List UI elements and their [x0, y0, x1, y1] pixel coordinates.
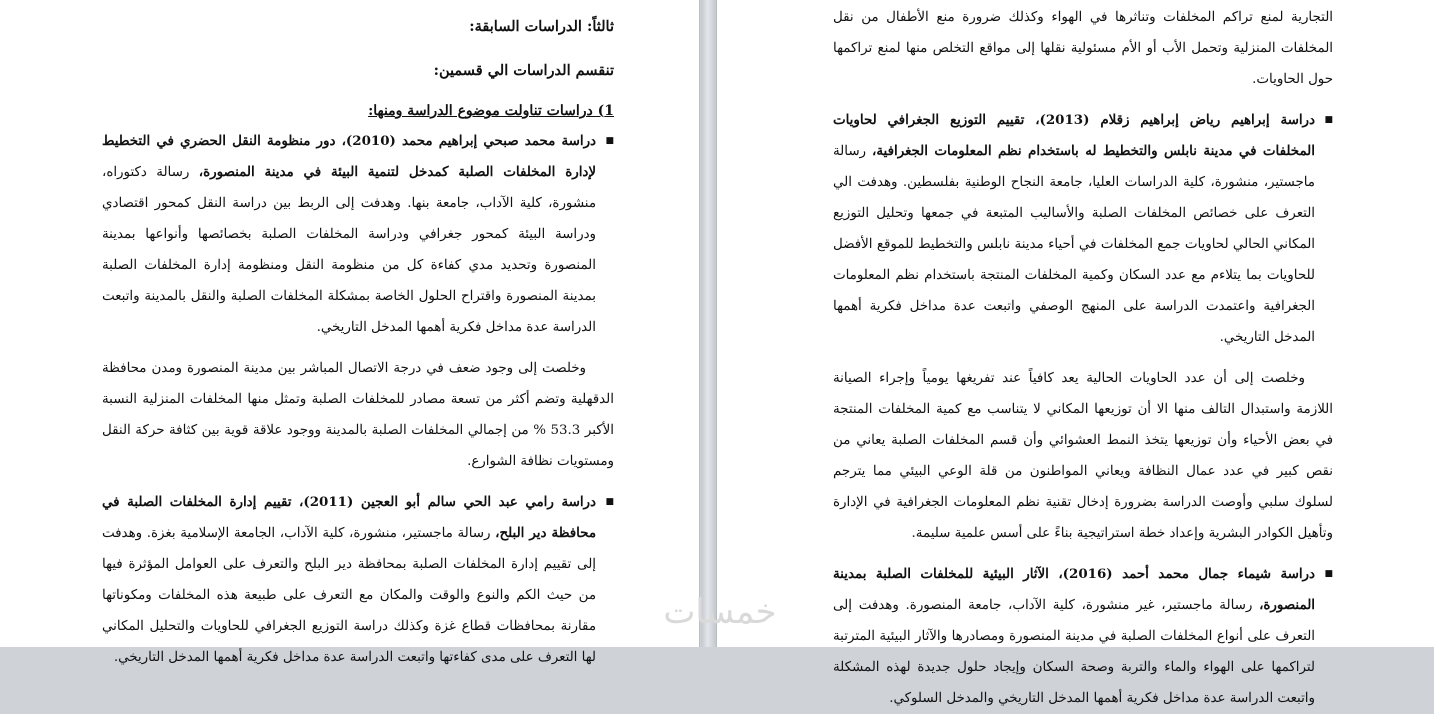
study-3-summary: رسالة ماجستير، منشورة، كلية الدراسات العليا، جامعة النجاح الوطنية بفلسطين. وهدفت الي التعرف على خصائص المخلفات الصلبة والأساليب المتبعة في جمعها وتحليل التوزيع المكاني الحالي لحاويات جمع المخلفات في أحياء مدينة نابلس والتخطيط للموقع الأفضل للحاويات بما يتلاءم مع عدد السكان وكمية المخلفات المنتجة باستخدام نظم المعلومات الجغرافية واعتمدت الدراسة على المنهج الوصفي واتبعت عدة مداخل فكرية أهمها المدخل التاريخي. — [833, 144, 1315, 345]
study-1-findings: وخلصت إلى وجود ضعف في درجة الاتصال المباشر بين مدينة المنصورة ومدن محافظة الدقهلية وتضم أكثر من تسعة مصادر للمخلفات الصلبة وتمثل منها المخلفات المنزلية النسبة الأكبر 53.3 % من إجمالي المخلفات الصلبة بالمدينة ووجود علاقة قوية بين كثافة حركة النقل ومستويات نظافة الشوارع. — [102, 361, 615, 469]
section-heading: ثالثاً: الدراسات السابقة: — [469, 18, 614, 35]
study-item-2 — [102, 487, 614, 673]
watermark-logo: خمسات — [663, 592, 777, 632]
study-4-summary: رسالة ماجستير، غير منشورة، كلية الآداب، جامعة المنصورة. وهدفت إلى التعرف على أنواع المخلفات الصلبة في مدينة المنصورة ومصادرها والآثار البيئية المترتبة لتراكمها على الهواء والماء والتربة وصحة السكان وإيجاد حلول جديدة لهذه المشكلة واتبعت الدراسة عدة مداخل فكرية أهمها المدخل التاريخي والمدخل السلوكي. — [833, 598, 1315, 706]
subsection-heading: 1) دراسات تناولت موضوع الدراسة ومنها: — [368, 103, 614, 119]
study-3-findings: وخلصت إلى أن عدد الحاويات الحالية يعد كافياً عند تفريغها يومياً وإجراء الصيانة اللازمة واستبدال التالف منها الا أن توزيعها المكاني لا يتناسب مع كمية المخلفات المنتجة في بعض الأحياء وأن توزيعها يتخذ النمط العشوائي وأن قسم المخلفات الصلبة يعاني من نقص كبير في عدد عمال النظافة ويعاني المواطنون من قلة الوعي البيئي مما يترجم لسلوك سلبي وأوصت الدراسة بضرورة إدخال تقنية نظم المعلومات الجغرافية في الإدارة وتأهيل الكوادر البشرية وإعداد خطة استراتيجية بناءً على أسس علمية سليمة. — [833, 371, 1333, 541]
right-document-page — [716, 0, 1434, 706]
study-4-citation: دراسة شيماء جمال محمد أحمد (2016)، الآثار البيئية للمخلفات الصلبة بمدينة المنصورة، — [833, 566, 1315, 613]
study-1-summary: رسالة دكتوراه، منشورة، كلية الآداب، جامعة بنها. وهدفت إلى الربط بين دراسة النقل كمحور اقتصادي ودراسة البيئة كمحور جغرافي ودراسة المخلفات الصلبة بخصائصها وأنواعها بمدينة المنصورة وتحديد مدي كفاءة كل من منظومة النقل ومنظومة إدارة المخلفات الصلبة بمدينة المنصورة واقتراح الحلول الخاصة بمشكلة المخلفات الصلبة والنقل بالمدينة واتبعت الدراسة عدة مداخل فكرية أهمها المدخل التاريخي. — [102, 165, 596, 335]
left-page-content — [102, 0, 614, 673]
study-2-citation: دراسة رامي عبد الحي سالم أبو العجين (2011)، تقييم إدارة المخلفات الصلبة في محافظة دير البلح، — [102, 494, 596, 541]
study-item-1 — [102, 126, 614, 343]
left-document-page — [0, 0, 700, 665]
right-page-content — [833, 2, 1333, 714]
division-heading: تنقسم الدراسات الي قسمين: — [433, 62, 614, 79]
study-3-citation: دراسة إبراهيم رياض إبراهيم زقلام (2013)، تقييم التوزيع الجغرافي لحاويات المخلفات في مدينة نابلس والتخطيط له باستخدام نظم المعلومات الجغرافية، — [833, 112, 1315, 159]
study-item-4 — [833, 559, 1333, 714]
carried-over-paragraph: التجارية لمنع تراكم المخلفات وتناثرها في الهواء وكذلك ضرورة منع الأطفال من نقل المخلفات المنزلية وتحمل الأب أو الأم مسئولية نقلها إلى مواقع التخلص منها لمنع تراكمها حول الحاويات. — [833, 10, 1333, 87]
study-item-3 — [833, 105, 1333, 353]
study-1-citation: دراسة محمد صبحي إبراهيم محمد (2010)، دور منظومة النقل الحضري في التخطيط لإدارة المخلفات الصلبة كمدخل لتنمية البيئة في مدينة المنصورة، — [102, 133, 597, 180]
study-2-summary: رسالة ماجستير، منشورة، كلية الآداب، الجامعة الإسلامية بغزة. وهدفت إلى تقييم إدارة المخلفات الصلبة بمحافظة دير البلح والتعرف على العوامل المؤثرة فيها من حيث الكم والنوع والوقت والمكان مع التعرف على طبيعة هذه المخلفات ومكوناتها مقارنة بمحافظات قطاع غزة وكذلك دراسة التوزيع الجغرافي للحاويات والتحليل المكاني لها التعرف على مدى كفاءتها واتبعت الدراسة عدة مداخل فكرية أهمها المدخل التاريخي. — [102, 526, 596, 665]
page-gutter — [701, 0, 716, 647]
